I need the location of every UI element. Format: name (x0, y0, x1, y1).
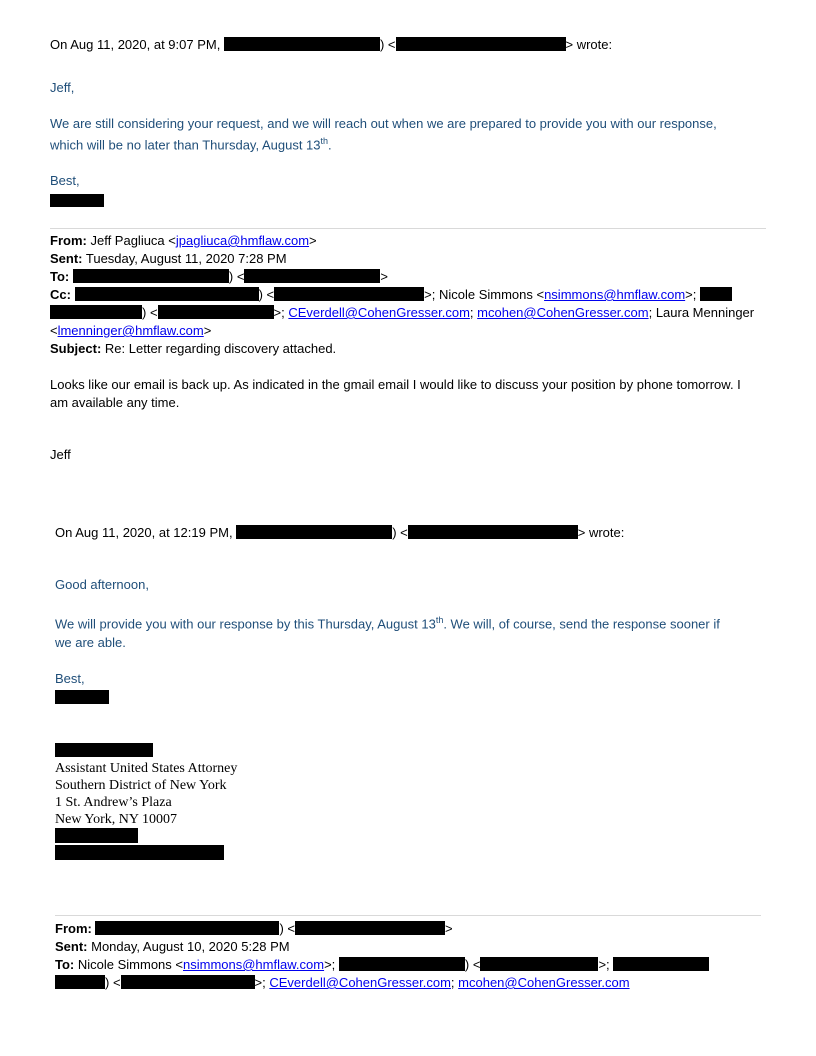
email3-body-line2: we are able. (55, 635, 126, 650)
email2-from: From: Jeff Pagliuca <jpagliuca@hmflaw.com> (50, 233, 317, 248)
redaction (480, 957, 598, 971)
redaction (55, 845, 224, 860)
email2-body-line2: am available any time. (50, 395, 180, 410)
redaction (50, 194, 104, 207)
email2-body-line1: Looks like our email is back up. As indicated in the gmail email I would like to discuss your position by phone tomorrow. I (50, 377, 741, 392)
redaction (244, 269, 380, 283)
redaction (396, 37, 566, 51)
redaction (55, 828, 138, 843)
redaction (121, 975, 255, 989)
email3-wrote-line: On Aug 11, 2020, at 12:19 PM, ) < > wrote: (55, 525, 625, 540)
email1-wrote-line: On Aug 11, 2020, at 9:07 PM, ) < > wrote: (50, 37, 613, 52)
email4-to-line2: ) < >; CEverdell@CohenGresser.com; mcohen@CohenGresser.com (55, 975, 630, 990)
email-link[interactable]: mcohen@CohenGresser.com (458, 975, 630, 990)
email3-body-line1: We will provide you with our response by this Thursday, August 13th. We will, of course, send the response sooner if (55, 615, 720, 632)
email3-closing: Best, (55, 671, 85, 686)
redaction (700, 287, 732, 301)
email2-signature: Jeff (50, 447, 71, 462)
email2-cc-line1: Cc: ) < >; Nicole Simmons <nsimmons@hmflaw.com>; (50, 287, 732, 302)
redaction (55, 690, 109, 704)
redaction (274, 287, 424, 301)
email-link[interactable]: CEverdell@CohenGresser.com (269, 975, 451, 990)
redaction (95, 921, 279, 935)
redaction (75, 287, 259, 301)
signature-city: New York, NY 10007 (55, 812, 177, 827)
redaction (224, 37, 380, 51)
redaction (50, 305, 142, 319)
email1-body-line1: We are still considering your request, and we will reach out when we are prepared to provide you with our response, (50, 116, 717, 131)
signature-title: Assistant United States Attorney (55, 761, 238, 776)
redaction (613, 957, 709, 971)
email1-greeting: Jeff, (50, 80, 75, 95)
redaction (339, 957, 465, 971)
divider (50, 228, 766, 229)
email2-sent: Sent: Tuesday, August 11, 2020 7:28 PM (50, 251, 287, 266)
email-link[interactable]: nsimmons@hmflaw.com (183, 957, 325, 972)
email-link[interactable]: CEverdell@CohenGresser.com (288, 305, 470, 320)
email2-subject: Subject: Re: Letter regarding discovery attached. (50, 341, 337, 356)
redaction (55, 975, 105, 989)
redaction (55, 743, 153, 757)
email4-to-line1: To: Nicole Simmons <nsimmons@hmflaw.com>; ) < >; (55, 957, 709, 972)
redaction (158, 305, 274, 319)
email-link[interactable]: nsimmons@hmflaw.com (544, 287, 686, 302)
redaction (295, 921, 445, 935)
email-link[interactable]: mcohen@CohenGresser.com (477, 305, 649, 320)
redaction (408, 525, 578, 539)
email3-greeting: Good afternoon, (55, 577, 149, 592)
redaction (236, 525, 392, 539)
signature-address: 1 St. Andrew’s Plaza (55, 795, 172, 810)
divider (55, 915, 761, 916)
email2-to: To: ) < > (50, 269, 389, 284)
email4-from: From: ) < > (55, 921, 453, 936)
email-link[interactable]: jpagliuca@hmflaw.com (175, 233, 310, 248)
email2-cc-line2: ) < >; CEverdell@CohenGresser.com; mcohen@CohenGresser.com; Laura Menninger (50, 305, 754, 320)
redaction (73, 269, 229, 283)
email2-cc-line3: <lmenninger@hmflaw.com> (50, 323, 212, 338)
email-link[interactable]: lmenninger@hmflaw.com (57, 323, 204, 338)
email1-body-line2: which will be no later than Thursday, August 13th. (50, 136, 332, 153)
email1-closing: Best, (50, 173, 80, 188)
email4-sent: Sent: Monday, August 10, 2020 5:28 PM (55, 939, 290, 954)
signature-office: Southern District of New York (55, 778, 227, 793)
